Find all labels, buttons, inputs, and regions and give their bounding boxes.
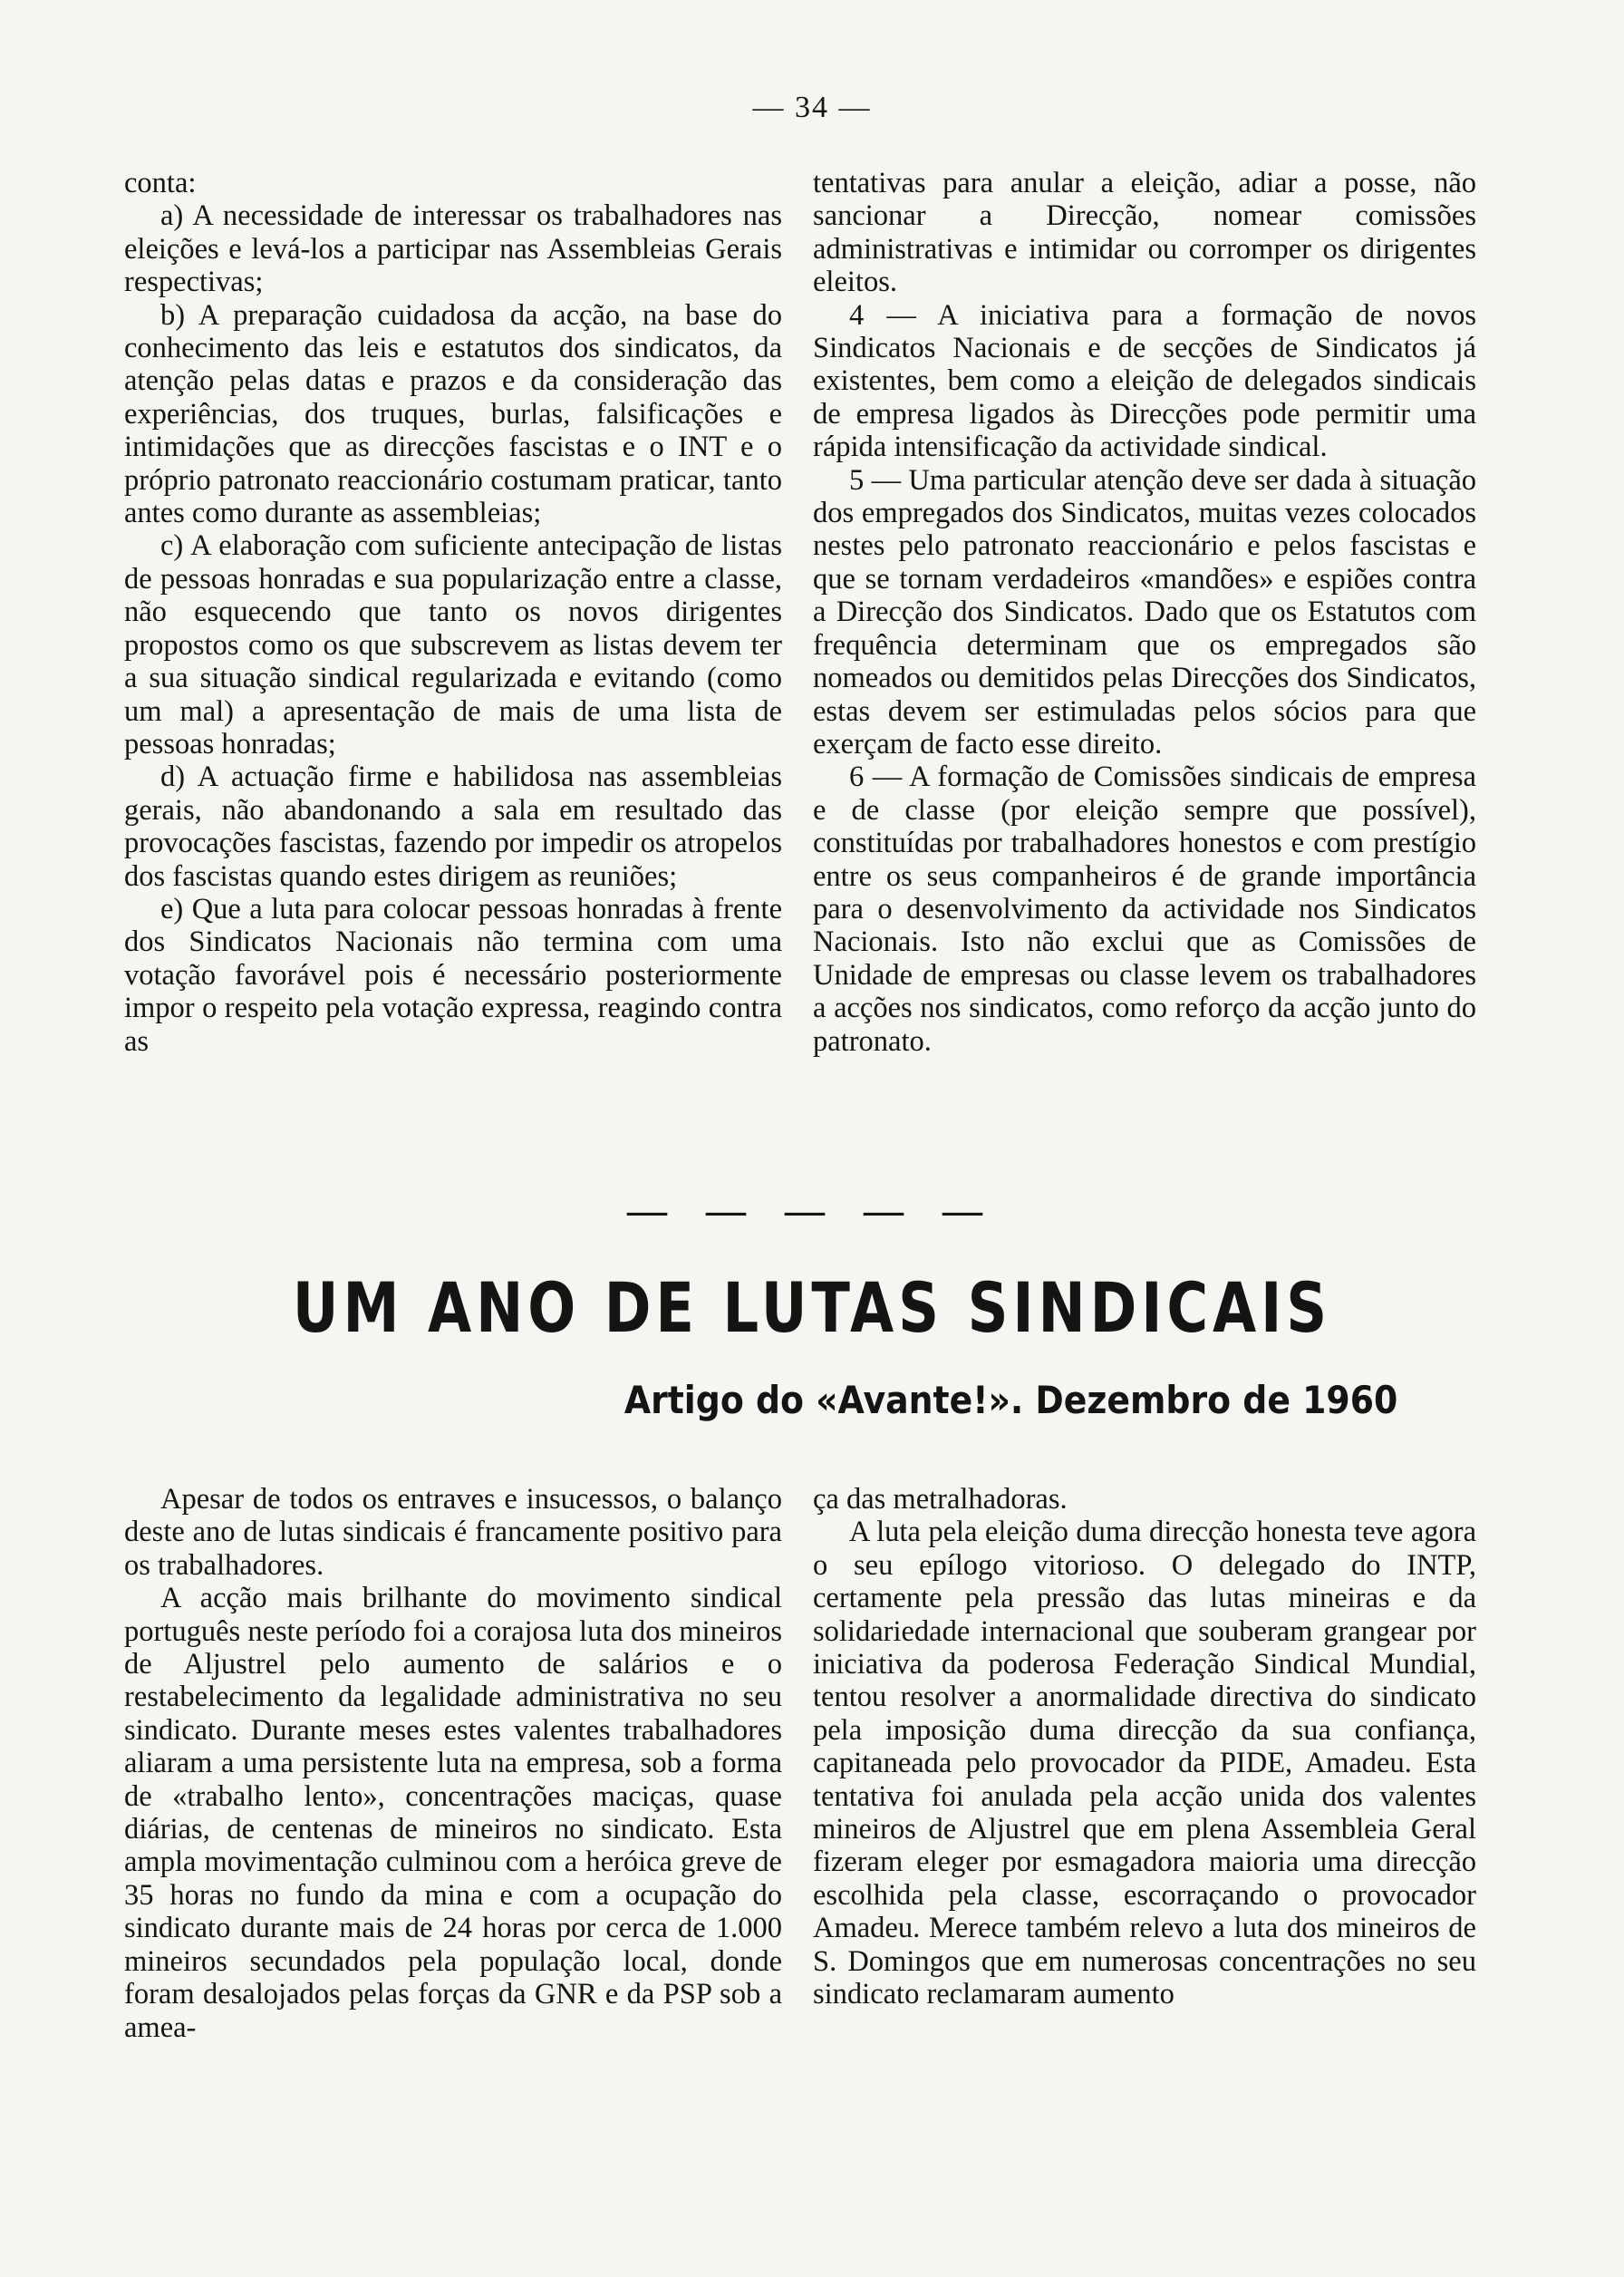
- bottom-left-column: [124, 1483, 782, 2044]
- paragraph: 6 — A formação de Comissões sindicais de empresa e de classe (por eleição sempre que possível), constituídas por trabalhadores honestos e com prestígio entre os seus companheiros é de grande importância para o desenvolvimento da actividade nos Sindicatos Nacionais. Isto não exclui que as Comissões de Unidade de empresas ou classe levem os trabalhadores a acções nos sindicatos, como reforço da acção junto do patronato.: [813, 761, 1476, 1058]
- paragraph: Apesar de todos os entraves e insucessos, o balanço deste ano de lutas sindicais é francamente positivo para os trabalhadores.: [124, 1483, 782, 1582]
- paragraph: 5 — Uma particular atenção deve ser dada à situação dos empregados dos Sindicatos, muitas vezes colocados nestes pelo patronato reaccionário e pelos fascistas e que se tornam verdadeiros «mandões» e espiões contra a Direcção dos Sindicatos. Dado que os Estatutos com frequência determinam que os empregados são nomeados ou demitidos pelas Direcções dos Sindicatos, estas devem ser estimuladas pelos sócios para que exerçam de facto esse direito.: [813, 463, 1476, 761]
- article-headline: UM ANO DE LUTAS SINDICAIS: [292, 1267, 1332, 1348]
- paragraph: c) A elaboração com suficiente antecipação de listas de pessoas honradas e sua popularização entre a classe, não esquecendo que tanto os novos dirigentes propostos como os que subscrevem as listas devem ter a sua situação sindical regularizada e evitando (como um mal) a apresentação de mais de uma lista de pessoas honradas;: [124, 529, 782, 761]
- paragraph: ça das metralhadoras.: [813, 1483, 1068, 1516]
- page-number: — 34 —: [752, 91, 872, 124]
- paragraph: e) Que a luta para colocar pessoas honradas à frente dos Sindicatos Nacionais não termina com uma votação favorável pois é necessário posteriormente impor o respeito pela votação expressa, reagindo contra as: [124, 892, 782, 1058]
- paragraph: A luta pela eleição duma direcção honesta teve agora o seu epílogo vitorioso. O delegado do INTP, certamente pela pressão das lutas mineiras e da solidariedade internacional que souberam grangear por iniciativa da poderosa Federação Sindical Mundial, tentou resolver a anormalidade directiva do sindicato pela imposição duma direcção da sua confiança, capitaneada pelo provocador da PIDE, Amadeu. Esta tentativa foi anulada pela acção unida dos valentes mineiros de Aljustrel que em plena Assembleia Geral fizeram eleger por esmagadora maioria uma direcção escolhida pela classe, escorraçando o provocador Amadeu. Merece também relevo a luta dos mineiros de S. Domingos que em numerosas concentrações no seu sindicato reclamaram aumento: [813, 1516, 1476, 2011]
- article-subheadline: Artigo do «Avante!». Dezembro de 1960: [624, 1378, 1397, 1422]
- paragraph: a) A necessidade de interessar os trabalhadores nas eleições e levá-los a participar nas Assembleias Gerais respectivas;: [124, 199, 782, 299]
- bottom-right-column: [813, 1483, 1476, 2011]
- top-left-column: [124, 167, 782, 1058]
- paragraph: conta:: [124, 167, 197, 199]
- paragraph: tentativas para anular a eleição, adiar a posse, não sancionar a Direcção, nomear comissões administrativas e intimidar ou corromper os dirigentes eleitos.: [813, 167, 1476, 299]
- paragraph: d) A actuação firme e habilidosa nas assembleias gerais, não abandonando a sala em resultado das provocações fascistas, fazendo por impedir os atropelos dos fascistas quando estes dirigem as reuniões;: [124, 761, 782, 893]
- paragraph: 4 — A iniciativa para a formação de novos Sindicatos Nacionais e de secções de Sindicatos já existentes, bem como a eleição de delegados sindicais de empresa ligados às Direcções pode permitir uma rápida intensificação da actividade sindical.: [813, 298, 1476, 464]
- paragraph: A acção mais brilhante do movimento sindical português neste período foi a corajosa luta dos mineiros de Aljustrel pelo aumento de salários e o restabelecimento da legalidade administrativa no seu sindicato. Durante meses estes valentes trabalhadores aliaram a uma persistente luta na empresa, sob a forma de «trabalho lento», concentrações maciças, quase diárias, de centenas de mineiros no sindicato. Esta ampla movimentação culminou com a heróica greve de 35 horas no fundo da mina e com a ocupação do sindicato durante mais de 24 horas por cerca de 1.000 mineiros secundados pela população local, donde foram desalojados pelas forças da GNR e da PSP sob a amea-: [124, 1582, 782, 2044]
- top-right-column: [813, 167, 1476, 1058]
- section-separator: — — — — —: [627, 1188, 997, 1233]
- paragraph: b) A preparação cuidadosa da acção, na base do conhecimento das leis e estatutos dos sindicatos, da atenção pelas datas e prazos e da consideração das experiências, dos truques, burlas, falsificações e intimidações que as direcções fascistas e o INT e o próprio patronato reaccionário costumam praticar, tanto antes como durante as assembleias;: [124, 298, 782, 530]
